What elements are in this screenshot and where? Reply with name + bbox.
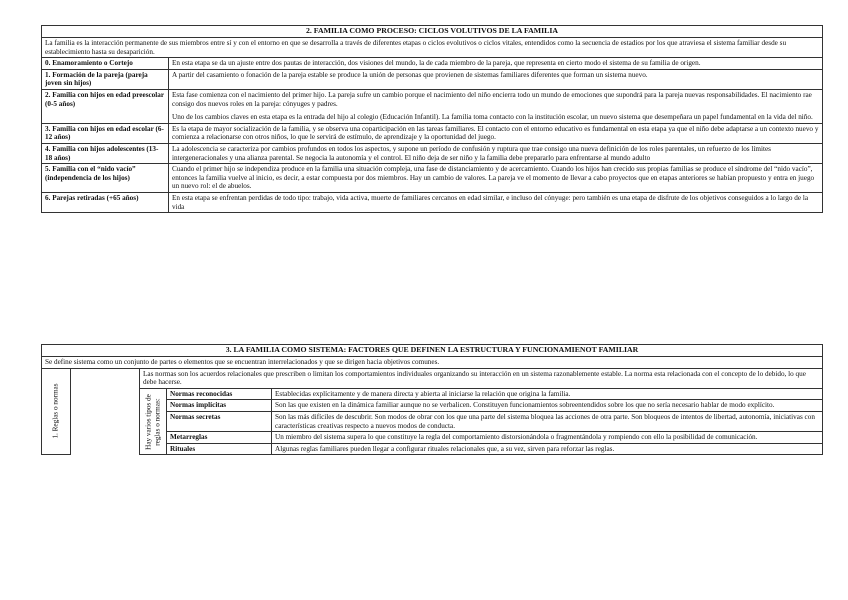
stage-name: 5. Familia con el “nido vacío” (independencia de los hijos) (42, 164, 169, 193)
stage-description (169, 69, 823, 89)
stage-paragraph: A partir del casamiento o fonación de la pareja estable se produce la unión de personas que provienen de sistemas familiares diferentes que forman un sistema nuevo. (172, 70, 648, 79)
stage-paragraph: La adolescencia se caracteriza por cambios profundos en todos los aspectos, y supone un período de confusión y ruptura que trae consigo una nueva definición de los roles parentales, un refuerzo de los límites intergeneracionales y una alianza parental. Se negocia la autonomía y el control. El niño deja de ser niño y la familia debe prepararlo para enfrentarse al mundo adulto (172, 144, 771, 162)
stage-paragraph: Es la etapa de mayor socialización de la familia, y se observa una coparticipación en las tareas familiares. El contacto con el entorno educativo es fundamental en esta etapa ya que el niño debe adaptarse a un contexto nuevo y comienza a relacionarse con otros niños, lo que le servirá de estímulo, de aprendizaje y la oportunidad del juego. (172, 124, 819, 142)
stage-description (169, 192, 823, 212)
stage-row (42, 89, 823, 123)
family-system-table (41, 344, 823, 455)
stage-name: 1. Formación de la pareja (pareja joven sin hijos) (42, 69, 169, 89)
stage-description (169, 164, 823, 193)
stage-paragraph: Uno de los cambios claves en esta etapa es la entrada del hijo al colegio (Educación Infantil). La familia toma contacto con la institución escolar, un nuevo sistema que desempeñara un papel fundamental en la vida del niño. (172, 113, 813, 122)
rule-type-description: Son las que existen en la dinámica familiar aunque no se verbalicen. Constituyen funcionamientos sobreentendidos sobre los que no sería necesario hablar de modo explícito. (272, 400, 823, 412)
rule-type-description: Algunas reglas familiares pueden llegar a configurar rituales relacionales que, a su vez, sirven para reforzar las reglas. (272, 443, 823, 455)
rule-type-name: Rituales (167, 443, 272, 455)
rule-type-description: Son las más difíciles de descubrir. Son modos de obrar con los que una parte del sistema bloquea las acciones de otra parte. Son bloqueos de intentos de libertad, autonomía, iniciativas con características creativas respecto a nuevos modos de conducta. (272, 411, 823, 431)
stage-name: 0. Enamoramiento o Cortejo (42, 58, 169, 70)
rule-type-name: Normas reconocidas (167, 388, 272, 400)
stage-description (169, 143, 823, 163)
rule-types-heading-cell (140, 388, 167, 455)
stage-row (42, 58, 823, 70)
stage-name: 6. Parejas retiradas (+65 años) (42, 192, 169, 212)
section-3-intro: Se define sistema como un conjunto de partes o elementos que se encuentran interrelacionados y que se dirigen hacia objetivos comunes. (42, 357, 823, 369)
stage-description (169, 123, 823, 143)
stage-row (42, 192, 823, 212)
section-2-title: 2. FAMILIA COMO PROCESO: CICLOS VOLUTIVOS DE LA FAMILIA (42, 26, 823, 38)
rule-type-description: Un miembro del sistema supera lo que constituye la regla del comportamiento distorsionándola o fragmentándola y rompiendo con ello la posibilidad de comunicación. (272, 432, 823, 444)
stage-description (169, 89, 823, 123)
stage-paragraph: En esta etapa se da un ajuste entre dos pautas de interacción, dos visiones del mundo, la de cada miembro de la pareja, que representa en cierto modo el sistema de su familia de origen. (172, 59, 701, 68)
family-process-table (41, 25, 823, 213)
rules-heading: 1. Reglas o normas (51, 383, 60, 440)
stage-row (42, 69, 823, 89)
rule-type-name: Normas implícitas (167, 400, 272, 412)
stage-row (42, 123, 823, 143)
stage-paragraph: Cuando el primer hijo se independiza produce en la familia una situación compleja, una fase de distanciamiento y de acercamiento. Cuando los hijos han crecido sus propias familias se produce el síndrome del “nido vacío”, entonces la familia vuelve al inicio, es decir, a estar compuesta por dos miembros. Hay un cambio de valores. La pareja ve el momento de llevar a cabo proyectos que en etapas anteriores se habían propuesto y entra en juego un nuevo rol: el de abuelos. (172, 165, 815, 191)
section-2-intro: La familia es la interacción permanente de sus miembros entre sí y con el entorno en que se desarrolla a través de diferentes etapas o ciclos evolutivos o ciclos vitales, entendidos como la secuencia de estadios por los que atraviesa el sistema familiar desde su establecimiento hasta su desaparición. (42, 38, 823, 58)
stage-paragraph: En esta etapa se enfrentan perdidas de todo tipo: trabajo, vida activa, muerte de familiares cercanos en edad similar, e incluso del cónyuge: pero también es una etapa de disfrute de los objetivos conseguidos a lo largo de la vida (172, 193, 809, 211)
stage-description (169, 58, 823, 70)
stage-name: 3. Familia con hijos en edad escolar (6-12 años) (42, 123, 169, 143)
rule-type-name: Normas secretas (167, 411, 272, 431)
stage-row (42, 164, 823, 193)
stage-paragraph: Esta fase comienza con el nacimiento del primer hijo. La pareja sufre un cambio porque el nacimiento del niño encierra todo un mundo de emociones que supondrá para la pareja nuevas responsabilidades. El nacimiento rae consigo dos nuevos roles en la pareja: cónyuges y padres. (172, 90, 812, 108)
section-3-title: 3. LA FAMILIA COMO SISTEMA: FACTORES QUE DEFINEN LA ESTRUCTURA Y FUNCIONAMIENOT FAMILIAR (42, 345, 823, 357)
rules-definition: Las normas son los acuerdos relacionales que prescriben o limitan los comportamientos individuales organizando su interacción en un sistema razonablemente estable. La norma esta relacionada con el concepto de lo debido, lo que debe hacerse. (140, 368, 823, 388)
rule-types-heading: Hay varios tipos de reglas o normas: (144, 393, 161, 450)
stage-name: 4. Familia con hijos adolescentes (13-18 años) (42, 143, 169, 163)
rules-heading-cell (42, 368, 71, 455)
rule-type-name: Metarreglas (167, 432, 272, 444)
stage-row (42, 143, 823, 163)
rule-type-description: Establecidas explícitamente y de manera directa y abierta al iniciarse la relación que origina la familia. (272, 388, 823, 400)
stage-name: 2. Familia con hijos en edad preescolar (0-5 años) (42, 89, 169, 123)
